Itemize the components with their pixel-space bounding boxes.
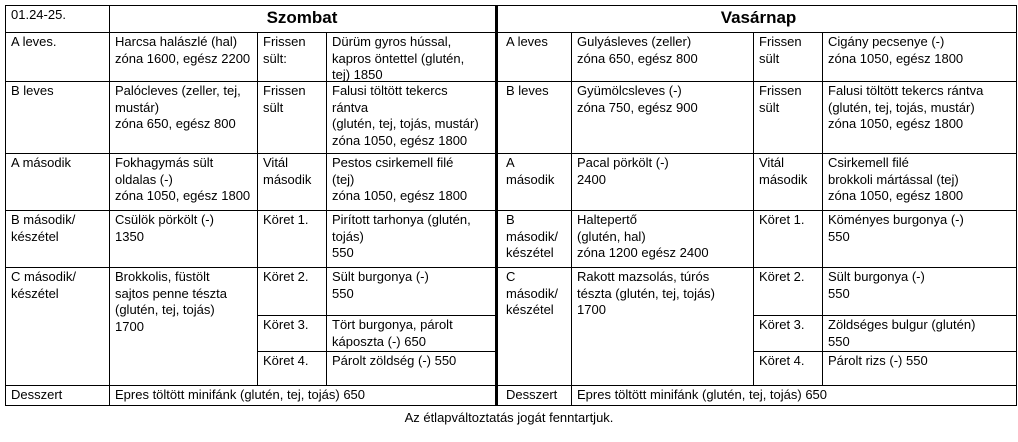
sunday-side-dish: Csirkemell filé brokkoli mártással (tej) zóna 1050, egész 1800 (828, 155, 964, 203)
col-rule (753, 32, 754, 385)
sunday-title: Vasárnap (720, 8, 797, 27)
saturday-extra-side-dish: Tört burgonya, párolt káposzta (-) 650 (332, 317, 453, 349)
sunday-row-label: B leves (506, 83, 549, 98)
col-rule (109, 5, 110, 32)
menu-table (5, 5, 1017, 406)
table-border-left (5, 5, 6, 406)
sunday-row-label: B második/ készétel (506, 212, 559, 260)
col-rule (822, 32, 823, 385)
saturday-extra-side-label: Köret 4. (263, 353, 309, 368)
side-rule (257, 315, 495, 316)
saturday-side-label: Vitál második (263, 155, 312, 187)
col-rule (109, 385, 110, 406)
col-rule (257, 32, 258, 385)
saturday-side-label: Köret 1. (263, 212, 309, 227)
sunday-extra-side-dish: Párolt rizs (-) 550 (828, 353, 928, 368)
sunday-side-dish: Sült burgonya (-) 550 (828, 269, 925, 301)
col-rule (571, 385, 572, 406)
saturday-side-dish: Falusi töltött tekercs rántva (glutén, tej, tojás, mustár) zóna 1050, egész 1800 (332, 83, 479, 148)
sunday-row-label: C második/ készétel (506, 269, 559, 317)
sunday-dish: Pacal pörkölt (-) 2400 (577, 155, 669, 187)
saturday-row-label: C második/ készétel (11, 269, 77, 301)
sunday-row-label: A második (506, 155, 555, 187)
sunday-side-label: Frissen sült (759, 83, 802, 115)
saturday-extra-side-label: Köret 3. (263, 317, 309, 332)
row-rule (5, 81, 1017, 82)
sunday-side-dish: Köményes burgonya (-) 550 (828, 212, 964, 244)
sunday-extra-side-label: Köret 3. (759, 317, 805, 332)
table-border-bottom (5, 405, 1017, 406)
sunday-dish: Rakott mazsolás, túrós tészta (glutén, tej, tojás) 1700 (577, 269, 716, 317)
table-border-top (5, 5, 1017, 6)
saturday-dish: Csülök pörkölt (-) 1350 (115, 212, 214, 244)
side-rule (753, 351, 1017, 352)
saturday-side-dish: Dürüm gyros hússal, kapros öntettel (glutén, tej) 1850 (332, 34, 465, 81)
sunday-side-label: Köret 2. (759, 269, 805, 284)
saturday-side-label: Frissen sült (263, 83, 306, 115)
sunday-dessert-label: Desszert (506, 387, 558, 402)
saturday-dessert: Epres töltött minifánk (glutén, tej, tojás) 650 (115, 387, 366, 402)
col-rule (109, 32, 110, 385)
row-rule (5, 210, 1017, 211)
saturday-row-label: B leves (11, 83, 54, 98)
sunday-dish: Gulyásleves (zeller) zóna 650, egész 800 (577, 34, 698, 66)
saturday-side-dish: Sült burgonya (-) 550 (332, 269, 429, 301)
header-rule (5, 32, 1017, 33)
saturday-side-dish: Pestos csirkemell filé (tej) zóna 1050, egész 1800 (332, 155, 468, 203)
saturday-dish: Palócleves (zeller, tej, mustár) zóna 650, egész 800 (115, 83, 241, 131)
saturday-extra-side-dish: Párolt zöldség (-) 550 (332, 353, 457, 368)
sunday-side-label: Vitál második (759, 155, 808, 187)
sunday-dessert: Epres töltött minifánk (glutén, tej, tojás) 650 (577, 387, 828, 402)
saturday-side-label: Frissen sült: (263, 34, 306, 66)
sunday-dish: Gyümölcsleves (-) zóna 750, egész 900 (577, 83, 698, 115)
side-rule (753, 315, 1017, 316)
dessert-rule (5, 385, 1017, 386)
table-border-right (1016, 5, 1017, 406)
side-rule (257, 351, 495, 352)
saturday-side-label: Köret 2. (263, 269, 309, 284)
sunday-extra-side-dish: Zöldséges bulgur (glutén) 550 (828, 317, 976, 349)
saturday-side-dish: Pirított tarhonya (glutén, tojás) 550 (332, 212, 471, 260)
sunday-side-label: Köret 1. (759, 212, 805, 227)
day-divider (495, 5, 498, 406)
row-rule (5, 267, 1017, 268)
saturday-row-label: A második (11, 155, 71, 170)
saturday-title: Szombat (266, 8, 338, 27)
date-label: 01.24-25. (11, 7, 66, 22)
sunday-side-dish: Falusi töltött tekercs rántva (glutén, tej, tojás, mustár) zóna 1050, egész 1800 (828, 83, 984, 131)
col-rule (326, 32, 327, 385)
col-rule (571, 32, 572, 385)
saturday-row-label: A leves. (11, 34, 57, 49)
saturday-dish: Brokkolis, füstölt sajtos penne tészta (glutén, tej, tojás) 1700 (115, 269, 228, 334)
sunday-extra-side-label: Köret 4. (759, 353, 805, 368)
sunday-side-label: Frissen sült (759, 34, 802, 66)
row-rule (5, 153, 1017, 154)
sunday-dish: Haltepertő (glutén, hal) zóna 1200 egész 2400 (577, 212, 709, 260)
sunday-row-label: A leves (506, 34, 548, 49)
saturday-dessert-label: Desszert (11, 387, 63, 402)
sunday-side-dish: Cigány pecsenye (-) zóna 1050, egész 1800 (828, 34, 964, 66)
footnote: Az étlapváltoztatás jogát fenntartjuk. (404, 410, 614, 425)
saturday-dish: Fokhagymás sült oldalas (-) zóna 1050, egész 1800 (115, 155, 251, 203)
saturday-row-label: B második/ készétel (11, 212, 76, 244)
saturday-dish: Harcsa halászlé (hal) zóna 1600, egész 2200 (115, 34, 251, 66)
